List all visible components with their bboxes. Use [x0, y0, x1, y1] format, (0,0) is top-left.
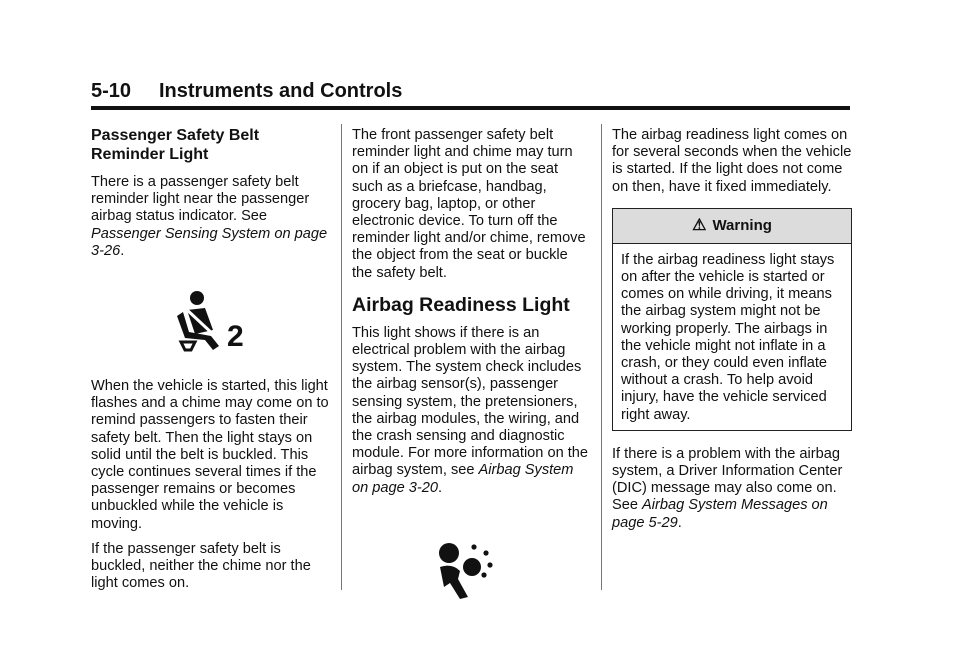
column-divider — [341, 124, 342, 590]
safety-belt-reminder-icon — [175, 290, 249, 352]
column-3 — [612, 127, 852, 540]
paragraph: This light shows if there is an electrical problem with the airbag system. The system check includes the airbag sensor(s), passenger sensing system, the pretensioners, the airbag modules, the wiring, and the crash sensing and diagnostic module. For more information on the airbag system, see Airbag System on page 3-20. — [352, 324, 589, 496]
icon-container — [352, 505, 590, 615]
cross-reference-link[interactable]: Airbag System Messages on page 5-29 — [612, 497, 828, 531]
column-1 — [91, 126, 329, 600]
column-2 — [352, 127, 590, 615]
paragraph: If the passenger safety belt is buckled, neither the chime nor the light comes on. — [91, 540, 311, 592]
paragraph: There is a passenger safety belt reminder light near the passenger airbag status indicator. See Passenger Sensing System on page 3-26. — [91, 174, 328, 259]
warning-title: Warning — [712, 216, 772, 234]
column-divider — [601, 124, 602, 590]
warning-body: If the airbag readiness light stays on after the vehicle is started or comes on while driving, it means the airbag system might not be working properly. The airbags in the vehicle might not inflate in a crash, or they could even inflate without a crash. To help avoid injury, have the vehicle serviced right away. — [621, 251, 835, 423]
cross-reference-link[interactable]: Passenger Sensing System on page 3-26 — [91, 225, 328, 259]
paragraph: When the vehicle is started, this light flashes and a chime may come on to remind passengers to fasten their safety belt. Then the light stays on solid until the belt is buckled. This cycle continues several times if the passenger remains or becomes unbuckled while the vehicle is moving. — [91, 378, 329, 532]
warning-box — [612, 208, 852, 431]
paragraph: The front passenger safety belt reminder light and chime may turn on if an object is put on the seat such as a briefcase, handbag, grocery bag, laptop, or other electronic device. To turn off the reminder light and/or chime, remove the object from the seat or buckle the safety belt. — [352, 127, 586, 281]
passenger-belt-heading: Passenger Safety Belt Reminder Light — [91, 127, 260, 163]
airbag-readiness-heading: Airbag Readiness Light — [352, 293, 570, 316]
paragraph: If there is a problem with the airbag system, a Driver Information Center (DIC) message may also come on. See Airbag System Messages on page 5-29. — [612, 445, 843, 531]
section-title: Instruments and Controls — [159, 80, 403, 102]
warning-icon: ⚠ — [692, 216, 707, 234]
warning-header — [613, 209, 851, 244]
icon-container — [91, 268, 329, 378]
seat-position-digit: 2 — [227, 320, 244, 353]
airbag-readiness-icon — [438, 541, 498, 601]
page-header — [91, 80, 850, 110]
cross-reference-link[interactable]: Airbag System on page 3-20 — [352, 462, 574, 496]
paragraph: The airbag readiness light comes on for several seconds when the vehicle is started. If the light does not come on then, have it fixed immediately. — [612, 127, 852, 195]
page-number: 5-10 — [91, 80, 132, 102]
